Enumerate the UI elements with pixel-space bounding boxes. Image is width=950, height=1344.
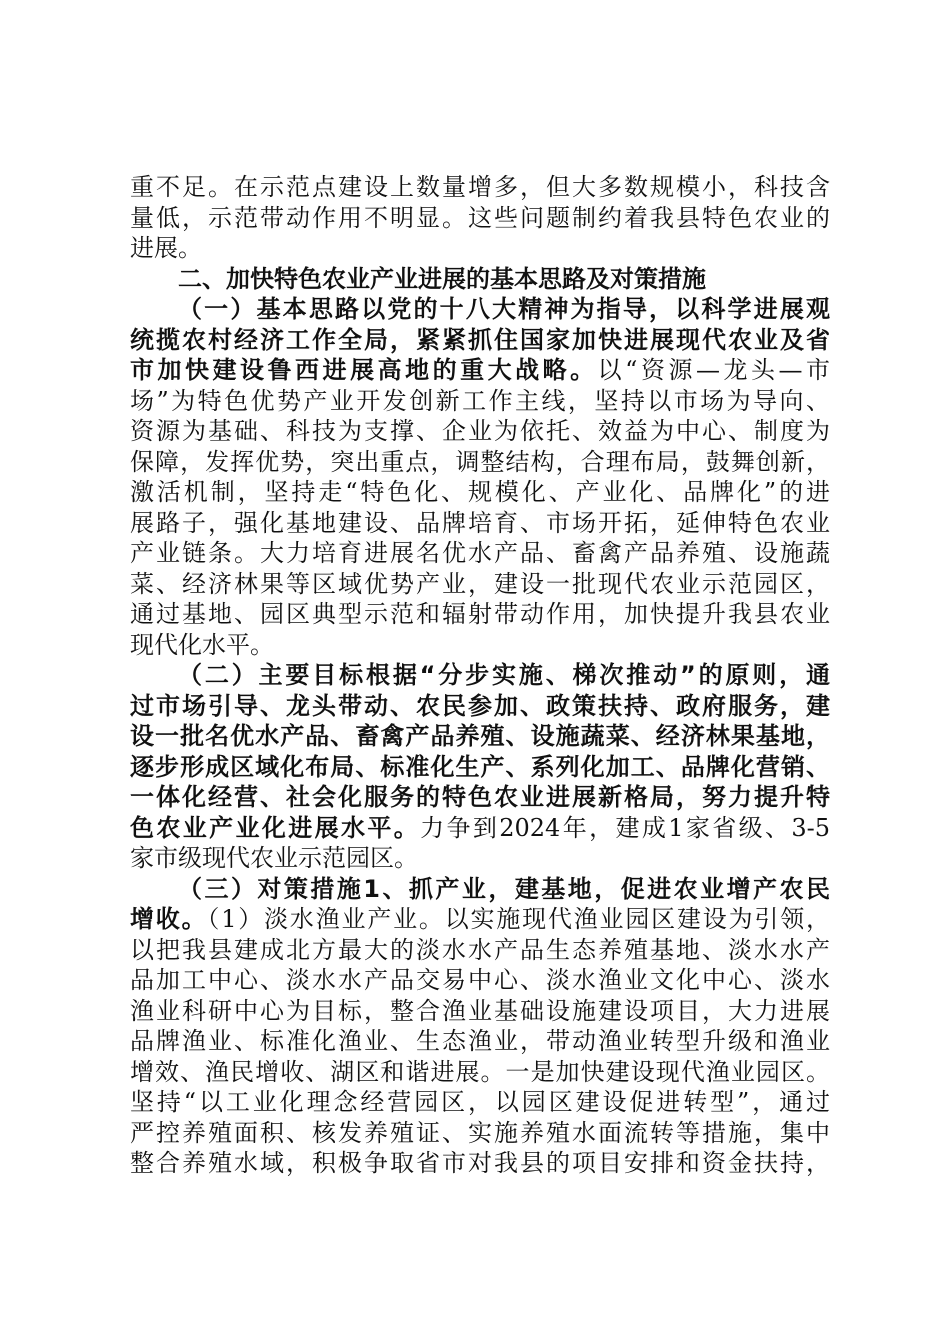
text-line: 品牌渔业、标准化渔业、生态渔业，带动渔业转型升级和渔业 — [130, 1027, 830, 1055]
text-line: 产业链条。大力培育进展名优水产品、畜禽产品养殖、设施蔬 — [130, 539, 830, 567]
text-line: 资源为基础、科技为支撑、企业为依托、效益为中心、制度为 — [130, 417, 830, 445]
subsection-heading-1: （一）基本思路以党的十八大精神为指导，以科学进展观 — [178, 295, 830, 323]
bold-text: 市加快建设鲁西进展高地的重大战略。 — [130, 356, 598, 384]
bold-text: 色农业产业化进展水平。 — [130, 813, 421, 842]
text-line: 通过基地、园区典型示范和辐射带动作用，加快提升我县农业 — [130, 600, 830, 628]
text-line: 进展。 — [130, 234, 202, 262]
bold-text: 增收。 — [130, 905, 208, 933]
text-line: 激活机制，坚持走“特色化、规模化、产业化、品牌化”的进 — [130, 478, 830, 506]
text-line — [130, 813, 830, 844]
text-line: 家市级现代农业示范园区。 — [130, 844, 418, 872]
text-line: 保障，发挥优势，突出重点，调整结构，合理布局，鼓舞创新， — [130, 447, 830, 476]
text-line: 一体化经营、社会化服务的特色农业进展新格局，努力提升特 — [130, 783, 830, 811]
text-line: 品加工中心、淡水水产品交易中心、淡水渔业文化中心、淡水 — [130, 966, 830, 994]
text-line: 场”为特色优势产业开发创新工作主线，坚持以市场为导向、 — [130, 386, 830, 415]
text-line: 过市场引导、龙头带动、农民参加、政策扶持、政府服务，建 — [130, 691, 830, 720]
text-line: 重不足。在示范点建设上数量增多，但大多数规模小，科技含 — [130, 173, 830, 201]
plain-text: 以“资源—龙头—市 — [597, 356, 830, 384]
text-line: 整合养殖水域，积极争取省市对我县的项目安排和资金扶持， — [130, 1149, 830, 1177]
document-body — [130, 172, 830, 1179]
text-line: 菜、经济林果等区域优势产业，建设一批现代农业示范园区， — [130, 569, 830, 598]
section-heading: 二、加快特色农业产业进展的基本思路及对策措施 — [178, 264, 706, 293]
subsection-heading-2: （二）主要目标根据“分步实施、梯次推动”的原则，通 — [178, 661, 830, 689]
text-line: 以把我县建成北方最大的淡水水产品生态养殖基地、淡水水产 — [130, 935, 830, 964]
text-line: 逐步形成区域化布局、标准化生产、系列化加工、品牌化营销、 — [130, 752, 830, 781]
text-line: 统揽农村经济工作全局，紧紧抓住国家加快进展现代农业及省 — [130, 325, 830, 354]
text-line — [130, 904, 830, 935]
text-line: 量低，示范带动作用不明显。这些问题制约着我县特色农业的 — [130, 203, 830, 232]
subsection-heading-3: （三）对策措施1、抓产业，建基地，促进农业增产农民 — [178, 874, 830, 903]
plain-text: 力争到2024年，建成1家省级、3-5 — [420, 813, 830, 842]
text-line: 展路子，强化基地建设、品牌培育、市场开拓，延伸特色农业 — [130, 508, 830, 537]
text-line — [130, 355, 830, 386]
plain-text: （1）淡水渔业产业。以实施现代渔业园区建设为引领， — [207, 905, 830, 933]
text-line: 增效、渔民增收、湖区和谐进展。一是加快建设现代渔业园区。 — [130, 1057, 830, 1086]
text-line: 渔业科研中心为目标，整合渔业基础设施建设项目，大力进展 — [130, 996, 830, 1025]
text-line: 设一批名优水产品、畜禽产品养殖、设施蔬菜、经济林果基地， — [130, 722, 830, 750]
text-line: 严控养殖面积、核发养殖证、实施养殖水面流转等措施，集中 — [130, 1118, 830, 1147]
text-line: 现代化水平。 — [130, 630, 274, 659]
text-line: 坚持“以工业化理念经营园区，以园区建设促进转型”，通过 — [130, 1088, 830, 1116]
